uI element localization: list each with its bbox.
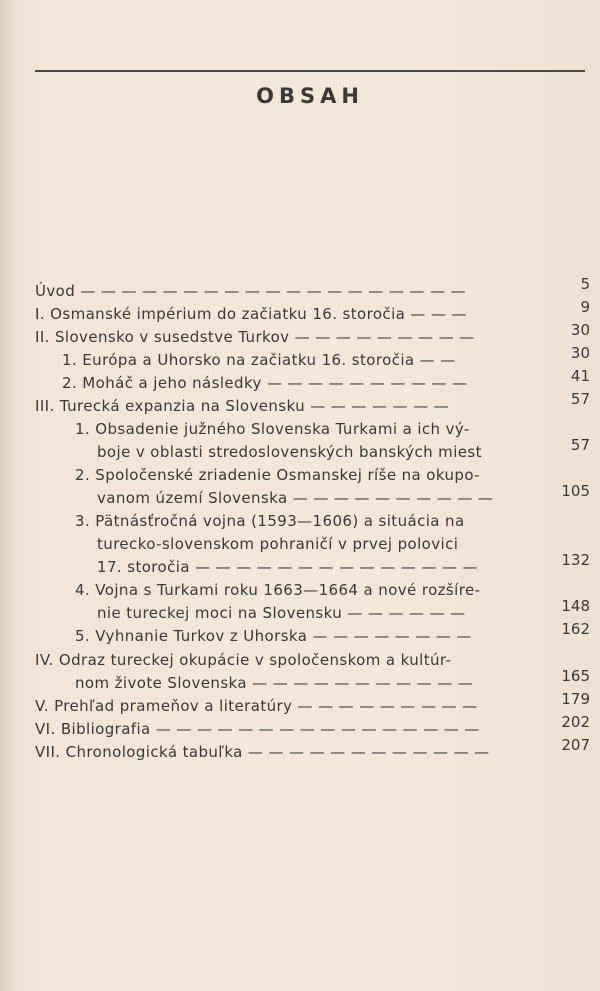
toc-page-number: 207 xyxy=(561,736,590,754)
toc-entry xyxy=(97,534,458,554)
toc-entry xyxy=(97,488,493,508)
toc-entry-text: 1. Obsadenie južného Slovenska Turkami a ich vý- xyxy=(75,420,470,438)
toc-entry-text: 17. storočia xyxy=(97,558,190,576)
toc-entry-text: VII. Chronologická tabuľka xyxy=(35,743,243,761)
toc-page-number: 202 xyxy=(561,713,590,731)
toc-page-number: 30 xyxy=(570,344,590,362)
toc-entry xyxy=(97,442,482,462)
toc-leader: — — — — — — — — — — xyxy=(292,489,494,507)
toc-entry-text: vanom území Slovenska xyxy=(97,489,288,507)
toc-entry xyxy=(75,580,480,600)
toc-page-number: 5 xyxy=(580,275,590,293)
toc-entry xyxy=(35,327,475,347)
toc-entry xyxy=(75,511,465,531)
toc-leader: — — — — — — — — — — — xyxy=(252,674,474,692)
toc-entry xyxy=(35,396,449,416)
toc-page-number: 132 xyxy=(561,551,590,569)
toc-leader: — — — — — — — — — — — — xyxy=(247,743,490,761)
toc-entry-text: IV. Odraz tureckej okupácie v spoločenskom a kultúr- xyxy=(35,651,452,669)
toc-entry xyxy=(35,650,451,670)
toc-page-number: 9 xyxy=(580,298,590,316)
toc-leader: — — — — — — — — — — — — — — xyxy=(195,558,478,576)
toc-page-number: 162 xyxy=(561,620,590,638)
toc-entry-text: 4. Vojna s Turkami roku 1663—1664 a nové rozšíre- xyxy=(75,581,481,599)
toc-entry xyxy=(75,465,480,485)
page-title: OBSAH xyxy=(256,84,364,108)
toc-leader: — — — — — — xyxy=(347,604,466,622)
top-rule xyxy=(35,70,585,72)
toc-entry-text: 2. Moháč a jeho následky xyxy=(62,374,262,392)
toc-entry xyxy=(75,673,473,693)
toc-leader: — — — — — — — — — xyxy=(297,697,478,715)
toc-entry xyxy=(35,696,478,716)
toc-leader: — — — — — — — — xyxy=(312,627,472,645)
toc-entry xyxy=(62,350,456,370)
toc-entry-text: boje v oblasti stredoslovenských banských miest xyxy=(97,443,482,461)
toc-entry xyxy=(35,281,466,301)
toc-leader: — — — — — — — — — — — — — — — — xyxy=(155,720,480,738)
toc-entry xyxy=(75,419,470,439)
toc-page-number: 105 xyxy=(561,482,590,500)
toc-leader: — — — — — — — — — xyxy=(294,328,475,346)
toc-entry xyxy=(97,603,466,623)
toc-page-number: 179 xyxy=(561,690,590,708)
toc-entry-text: nom živote Slovenska xyxy=(75,674,247,692)
toc-entry-text: I. Osmanské impérium do začiatku 16. storočia xyxy=(35,305,406,323)
toc-entry-text: III. Turecká expanzia na Slovensku xyxy=(35,397,306,415)
toc-entry-text: turecko-slovenskom pohraničí v prvej polovici xyxy=(97,535,459,553)
toc-leader: — — — — — — — — — — xyxy=(266,374,468,392)
toc-leader: — — — xyxy=(410,305,467,323)
toc-entry-text: Úvod xyxy=(35,282,76,300)
toc-entry xyxy=(35,719,480,739)
toc-entry-text: V. Prehľad prameňov a literatúry xyxy=(35,697,293,715)
toc-page-number: 41 xyxy=(570,367,590,385)
toc-page-number: 148 xyxy=(561,597,590,615)
toc-entry xyxy=(97,557,478,577)
toc-entry-text: 3. Pätnásťročná vojna (1593—1606) a situácia na xyxy=(75,512,465,530)
toc-leader: — — xyxy=(419,351,456,369)
toc-entry xyxy=(35,742,490,762)
toc-entry-text: VI. Bibliografia xyxy=(35,720,151,738)
toc-entry-text: nie tureckej moci na Slovensku xyxy=(97,604,343,622)
page-spine-shadow xyxy=(0,0,14,991)
toc-entry xyxy=(35,304,467,324)
toc-leader: — — — — — — — xyxy=(310,397,450,415)
toc-entry-text: 1. Európa a Uhorsko na začiatku 16. storočia xyxy=(62,351,415,369)
toc-entry-text: 5. Vyhnanie Turkov z Uhorska xyxy=(75,627,308,645)
toc-page-number: 57 xyxy=(570,390,590,408)
toc-page-number: 165 xyxy=(561,667,590,685)
toc-entry xyxy=(62,373,467,393)
toc-entry-text: 2. Spoločenské zriadenie Osmanskej ríše na okupo- xyxy=(75,466,480,484)
toc-entry-text: II. Slovensko v susedstve Turkov xyxy=(35,328,290,346)
toc-entry xyxy=(75,626,472,646)
toc-leader: — — — — — — — — — — — — — — — — — — — xyxy=(80,282,466,300)
toc-page-number: 30 xyxy=(570,321,590,339)
toc-page-number: 57 xyxy=(570,436,590,454)
